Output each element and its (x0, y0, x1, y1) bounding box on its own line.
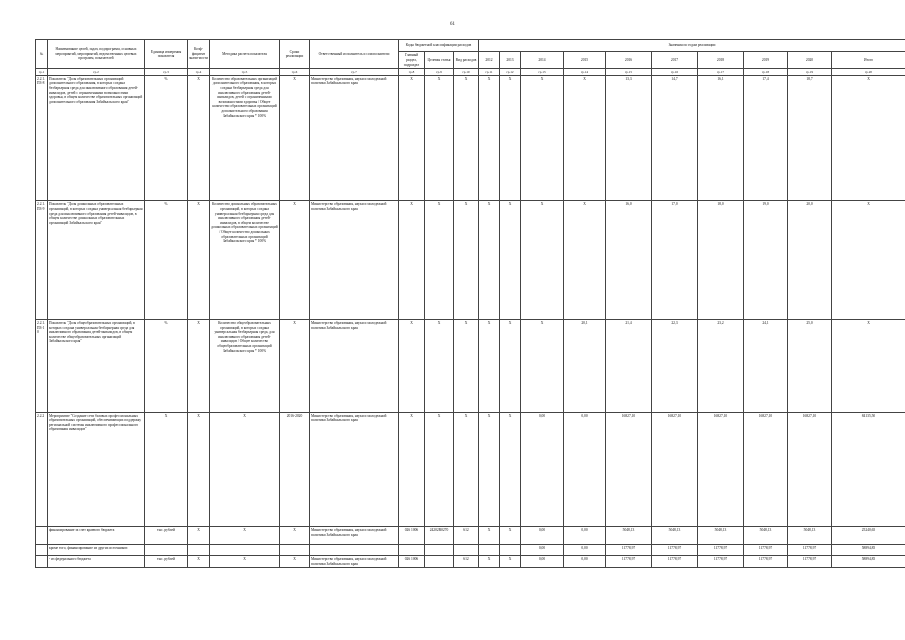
row-method: X (210, 527, 280, 545)
row-terms: X (280, 201, 310, 320)
table-row (36, 544, 905, 556)
row-code-expense: X (454, 412, 479, 527)
row-responsible: Министерство образования, науки и молодежной политики Забайкальского края (310, 201, 399, 320)
column-number: гр.20 (832, 69, 905, 75)
row-method: X (210, 556, 280, 568)
row-year-value: 20,0 (788, 201, 832, 320)
row-responsible: Министерство образования, науки и молодежной политики Забайкальского края (310, 412, 399, 527)
header-row-1 (36, 40, 905, 52)
column-number: гр.3 (145, 69, 188, 75)
row-year-value: X (500, 75, 521, 201)
table-row (36, 319, 905, 412)
row-year-value: X (500, 319, 521, 412)
row-unit: тыс. рублей (145, 527, 188, 545)
row-method: Количество общеобразовательных организаций, в которых создана универсальная безбарьерная среда, для инклюзивного образования детей-инвалидов / Общее количество общеобразовательных организаций Забайкальского края * 100% (210, 319, 280, 412)
row-year-value: 16827,10 (606, 412, 652, 527)
row-year-value: 0,00 (564, 412, 606, 527)
row-year-value: 0,00 (564, 544, 606, 556)
row-terms: X (280, 556, 310, 568)
column-number: гр.4 (188, 69, 210, 75)
row-name: Показатель "Доля общеобразовательных организаций, в которых создана универсальная безбарьерная среда для инклюзивного образования детей-инвалидов, в общем количестве общеобразовательных организаций Забайкальского края" (48, 319, 145, 412)
header-year: 2019 (744, 52, 788, 69)
table-row (36, 412, 905, 527)
row-year-value: 25,0 (788, 319, 832, 412)
row-name: кроме того, финансирование из других источников: (48, 544, 145, 556)
row-year-value: 11778,97 (698, 556, 744, 568)
row-year-value: 20,1 (564, 319, 606, 412)
row-coef (188, 544, 210, 556)
row-name: Показатель "Доля образовательных организаций дополнительного образования, в которых создана безбарьерная среда для инклюзивного образования детей-инвалидов, детей с ограниченными возможностями здоровья, в общем количестве образовательных организаций дополнительного образования Забайкальского края" (48, 75, 145, 201)
table-body (36, 75, 905, 567)
column-number: гр.11 (479, 69, 500, 75)
row-total: 25240,65 (832, 527, 905, 545)
column-number: гр.18 (744, 69, 788, 75)
header-responsible: Ответственный исполнитель и соисполнители (310, 40, 399, 69)
row-coef: X (188, 412, 210, 527)
row-year-value: 16827,10 (744, 412, 788, 527)
row-number: 2.2.2 (36, 412, 48, 527)
row-code-expense: X (454, 201, 479, 320)
row-year-value: 11778,97 (606, 556, 652, 568)
row-code-section: X (399, 412, 425, 527)
row-year-value: X (479, 319, 500, 412)
row-year-value: X (500, 412, 521, 527)
header-year: 2020 (788, 52, 832, 69)
column-number: гр.14 (564, 69, 606, 75)
row-year-value: 16827,10 (652, 412, 698, 527)
row-unit: % (145, 75, 188, 201)
row-year-value: 11778,97 (652, 544, 698, 556)
column-number: гр.2 (48, 69, 145, 75)
row-year-value: 22,3 (652, 319, 698, 412)
row-year-value: 13,3 (606, 75, 652, 201)
row-year-value: X (500, 201, 521, 320)
row-terms: 2016-2020 (280, 412, 310, 527)
header-name: Наименование целей, задач, подпрограмм, основных мероприятий, мероприятий, ведомственных целевых программ, показателей (48, 40, 145, 69)
row-year-value: 16,1 (698, 75, 744, 201)
row-terms: X (280, 319, 310, 412)
row-unit: X (145, 412, 188, 527)
row-code-target: X (425, 319, 454, 412)
row-year-value: 18,7 (788, 75, 832, 201)
column-number: гр.8 (399, 69, 425, 75)
header-year: 2014 (521, 52, 564, 69)
program-table (35, 39, 905, 568)
row-coef: X (188, 201, 210, 320)
row-year-value: 14,7 (652, 75, 698, 201)
row-year-value: X (479, 556, 500, 568)
row-number (36, 544, 48, 556)
row-year-value: 0,00 (564, 527, 606, 545)
row-number (36, 556, 48, 568)
row-year-value: 11778,97 (788, 544, 832, 556)
row-year-value: 16827,10 (788, 412, 832, 527)
row-year-value: 0,00 (521, 544, 564, 556)
row-code-target (425, 544, 454, 556)
row-code-section: X (399, 75, 425, 201)
row-year-value: 11778,97 (652, 556, 698, 568)
row-code-expense: X (454, 75, 479, 201)
row-name: Показатель "Доля дошкольных образовательных организаций, в которых создана универсальная безбарьерная среда для инклюзивного образования детей-инвалидов, в общем количестве дошкольных образовательных организаций Забайкальского края" (48, 201, 145, 320)
row-year-value: 17,0 (652, 201, 698, 320)
row-unit: % (145, 201, 188, 320)
row-year-value: X (564, 75, 606, 201)
row-year-value: X (479, 201, 500, 320)
header-year: 2017 (652, 52, 698, 69)
table-row (36, 75, 905, 201)
row-number: 2.2.1. ПЗ-9 (36, 201, 48, 320)
row-year-value: X (479, 75, 500, 201)
row-year-value: 23,2 (698, 319, 744, 412)
row-responsible: Министерство образования, науки и молодежной политики Забайкальского края (310, 319, 399, 412)
header-year: 2016 (606, 52, 652, 69)
column-number: гр.1 (36, 69, 48, 75)
header-total: Итого (832, 52, 905, 69)
row-unit: % (145, 319, 188, 412)
row-total: X (832, 319, 905, 412)
row-year-value: 11778,97 (744, 544, 788, 556)
row-code-expense: 612 (454, 527, 479, 545)
row-responsible: Министерство образования, науки и молодежной политики Забайкальского края (310, 527, 399, 545)
row-year-value: X (479, 412, 500, 527)
row-year-value: 5048,13 (606, 527, 652, 545)
row-total: 58894,85 (832, 556, 905, 568)
row-terms: X (280, 75, 310, 201)
column-number: гр.7 (310, 69, 399, 75)
header-year: 2013 (500, 52, 521, 69)
row-code-section: 026 1006 (399, 527, 425, 545)
row-responsible: Министерство образования, науки и молодежной политики Забайкальского края (310, 75, 399, 201)
row-number: 2.2.1. ПЗ-8 (36, 75, 48, 201)
row-unit (145, 544, 188, 556)
column-number: гр.9 (425, 69, 454, 75)
column-number: гр.15 (606, 69, 652, 75)
row-year-value: 11778,97 (698, 544, 744, 556)
row-total: 84135,50 (832, 412, 905, 527)
row-total: X (832, 75, 905, 201)
row-year-value: 16,0 (606, 201, 652, 320)
row-year-value: 5048,13 (788, 527, 832, 545)
row-year-value: 11778,97 (788, 556, 832, 568)
row-terms (280, 544, 310, 556)
column-number: гр.10 (454, 69, 479, 75)
row-year-value: 5048,13 (652, 527, 698, 545)
header-values-by-year: Значения по годам реализации (479, 40, 905, 52)
row-year-value: 0,00 (521, 527, 564, 545)
row-year-value: X (500, 527, 521, 545)
row-total: 58894,85 (832, 544, 905, 556)
header-coef: Коэф-фициент значи-мости (188, 40, 210, 69)
row-year-value: 21,4 (606, 319, 652, 412)
column-number: гр.6 (280, 69, 310, 75)
row-year-value: 0,00 (564, 556, 606, 568)
row-year-value: X (500, 556, 521, 568)
row-year-value: X (521, 75, 564, 201)
column-number: гр.16 (652, 69, 698, 75)
header-year: 2012 (479, 52, 500, 69)
row-year-value: X (521, 201, 564, 320)
header-terms: Сроки реализации (280, 40, 310, 69)
row-year-value: 5048,13 (698, 527, 744, 545)
row-code-target: X (425, 75, 454, 201)
table-row (36, 201, 905, 320)
row-coef: X (188, 527, 210, 545)
column-number: гр.17 (698, 69, 744, 75)
row-code-target (425, 556, 454, 568)
row-number (36, 527, 48, 545)
row-year-value: 11778,97 (606, 544, 652, 556)
row-code-section: X (399, 201, 425, 320)
row-year-value: 5048,13 (744, 527, 788, 545)
row-name: финансирование за счет краевого бюджета (48, 527, 145, 545)
row-year-value: 18,0 (698, 201, 744, 320)
row-responsible (310, 544, 399, 556)
row-code-target: 24202R0270 (425, 527, 454, 545)
table-row (36, 527, 905, 545)
row-year-value: 24,1 (744, 319, 788, 412)
row-year-value: X (521, 319, 564, 412)
row-code-section: 026 1006 (399, 556, 425, 568)
row-year-value (479, 544, 500, 556)
header-code-section: Главный раздел, подраздел (399, 52, 425, 69)
row-total: X (832, 201, 905, 320)
column-number: гр.12 (500, 69, 521, 75)
column-number: гр.19 (788, 69, 832, 75)
row-name: - из федерального бюджета (48, 556, 145, 568)
header-year: 2015 (564, 52, 606, 69)
row-code-section (399, 544, 425, 556)
row-year-value: 11778,97 (744, 556, 788, 568)
header-year: 2018 (698, 52, 744, 69)
column-number: гр.5 (210, 69, 280, 75)
page-number: 61 (450, 22, 455, 27)
column-number: гр.13 (521, 69, 564, 75)
row-year-value (500, 544, 521, 556)
row-code-expense (454, 544, 479, 556)
row-method: X (210, 412, 280, 527)
header-code-target: Целевая статья (425, 52, 454, 69)
row-terms: X (280, 527, 310, 545)
header-method: Методика расчета показателя (210, 40, 280, 69)
row-year-value: 17,4 (744, 75, 788, 201)
row-year-value: 0,00 (521, 556, 564, 568)
row-year-value: X (564, 201, 606, 320)
row-code-section: X (399, 319, 425, 412)
row-year-value: 19,0 (744, 201, 788, 320)
row-year-value: 0,00 (521, 412, 564, 527)
header-budget-codes: Коды бюджетной классификации расходов (399, 40, 479, 52)
row-method: Количество дошкольных образовательных организаций, в которых создана универсальная безбарьерная среда для инклюзивного образования детей-инвалидов, в общем количестве дошкольных образовательных организаций / Общее количество дошкольных образовательных организаций Забайкальского края * 100% (210, 201, 280, 320)
row-code-expense: 612 (454, 556, 479, 568)
row-code-expense: X (454, 319, 479, 412)
row-code-target: X (425, 201, 454, 320)
row-name: Мероприятие "Создание сети базовых профессиональных образовательных организаций, обеспечивающих поддержку региональной системы инклюзивного профессионального образования инвалидов" (48, 412, 145, 527)
header-unit: Единица измерения показателя (145, 40, 188, 69)
row-unit: тыс. рублей (145, 556, 188, 568)
row-coef: X (188, 556, 210, 568)
row-code-target: X (425, 412, 454, 527)
header-num: № (36, 40, 48, 69)
row-responsible: Министерство образования, науки и молодежной политики Забайкальского края (310, 556, 399, 568)
row-coef: X (188, 319, 210, 412)
table-row (36, 556, 905, 568)
row-coef: X (188, 75, 210, 201)
row-year-value: 16827,10 (698, 412, 744, 527)
row-method (210, 544, 280, 556)
header-code-expense: Вид расходов (454, 52, 479, 69)
row-number: 2.2.1. ПЗ-10 (36, 319, 48, 412)
row-year-value: X (479, 527, 500, 545)
row-method: Количество образовательных организаций дополнительного образования, в которых создана безбарьерная среда для инклюзивного образования детей-инвалидов, детей с ограниченными возможностями здоровья / Общее количество образовательных организаций дополнительного образования Забайкальского края * 100% (210, 75, 280, 201)
